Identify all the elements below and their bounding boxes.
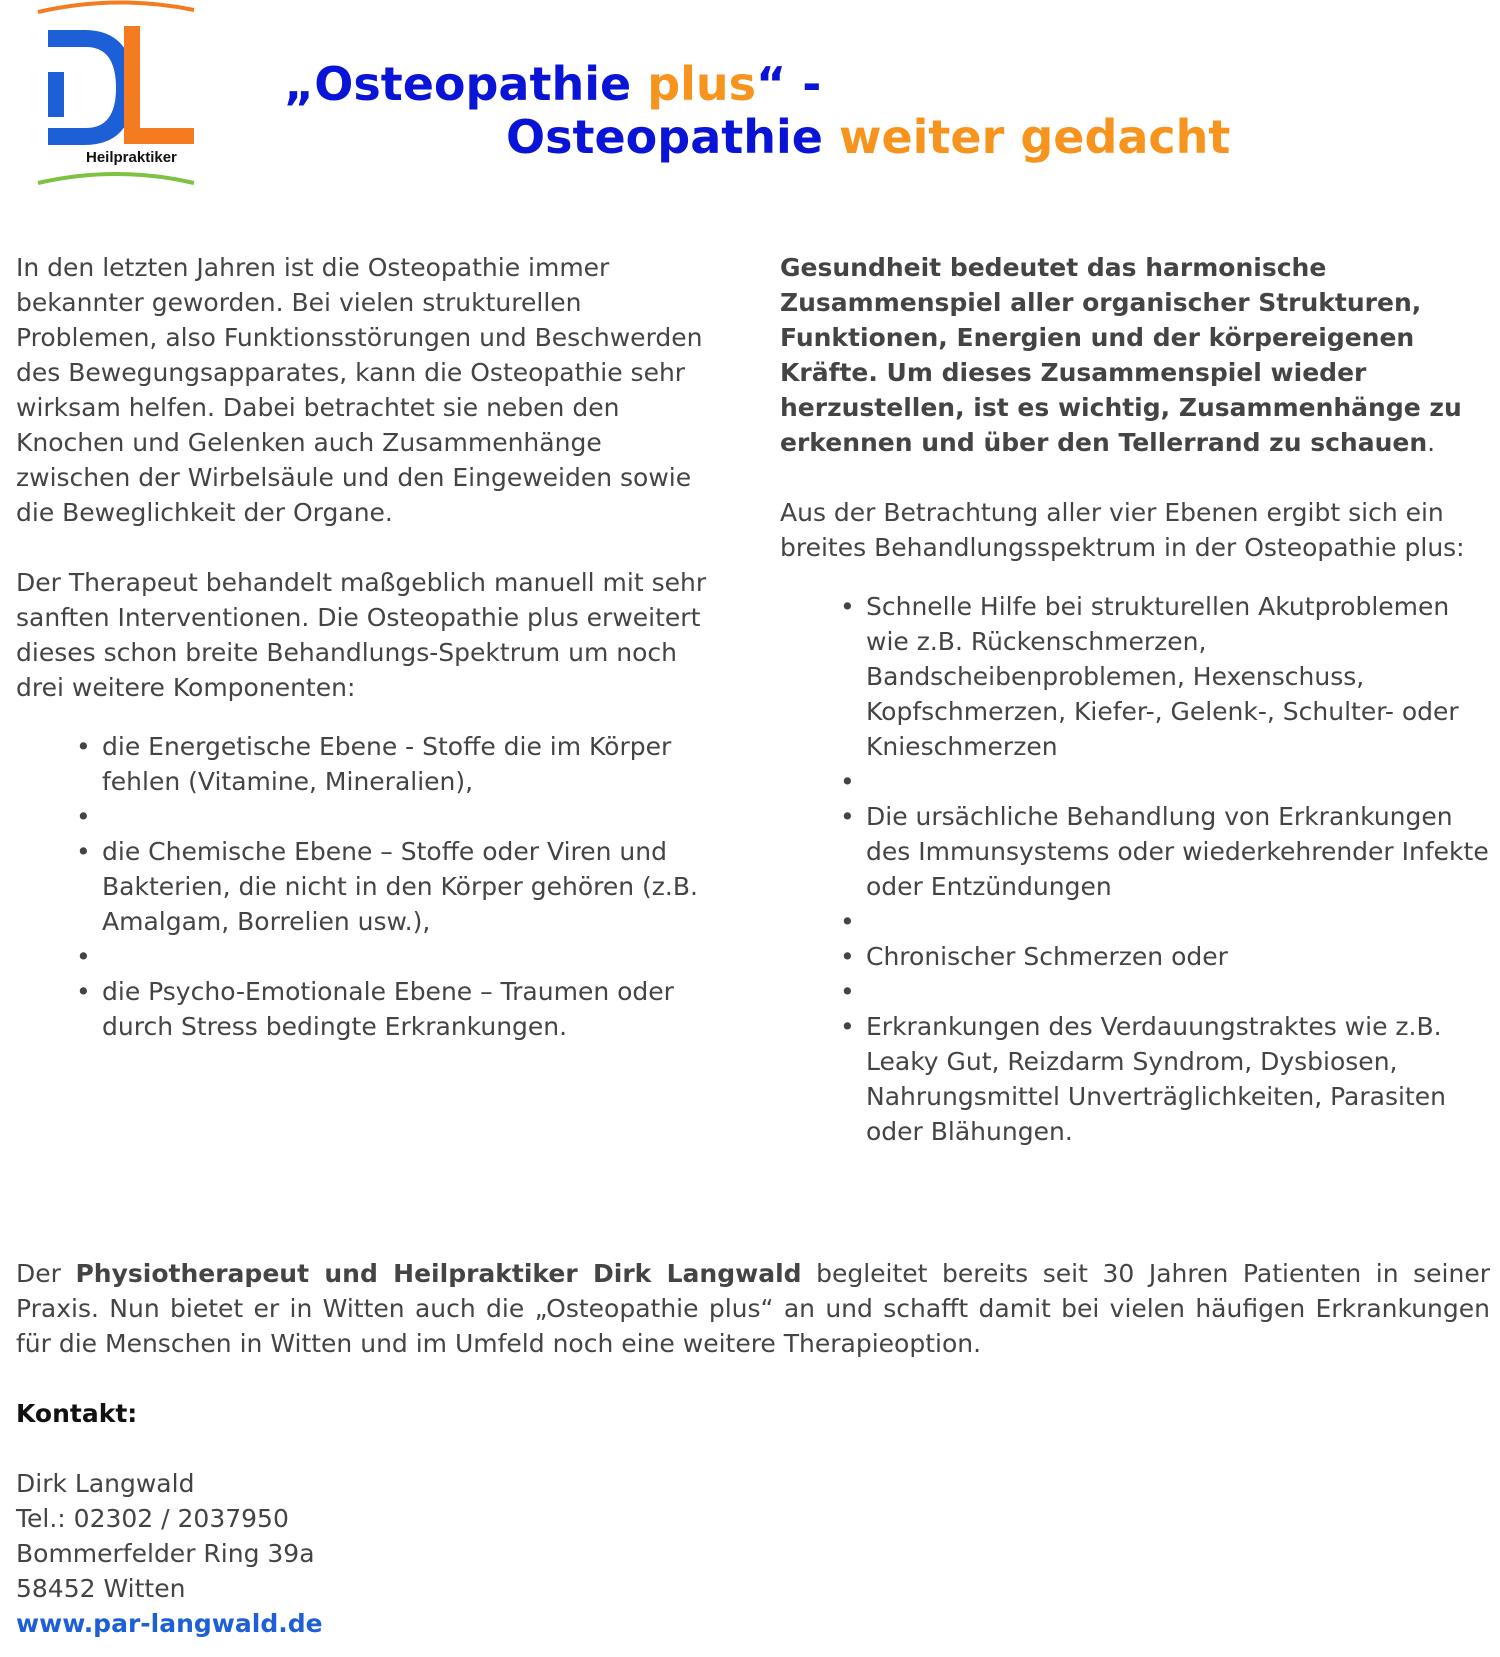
title-line2-orange: weiter gedacht	[838, 110, 1231, 164]
left-bullet-list	[16, 729, 716, 1044]
left-column	[16, 250, 716, 1044]
logo	[36, 0, 206, 195]
list-item: • die Chemische Ebene – Stoffe oder Viren und Bakterien, die nicht in den Körper gehören (z.B. Amalgam, Borrelien usw.),	[16, 834, 716, 939]
logo-graphic	[36, 0, 206, 195]
title-quote-open: „	[284, 57, 315, 111]
bottom-bold: Physiotherapeut und Heilpraktiker Dirk Langwald	[75, 1259, 802, 1288]
list-item: • die Energetische Ebene - Stoffe die im Körper fehlen (Vitamine, Mineralien),	[16, 729, 716, 799]
contact-city: 58452 Witten	[16, 1574, 186, 1603]
left-paragraph-2: Der Therapeut behandelt maßgeblich manuell mit sehr sanften Interventionen. Die Osteopathie plus erweitert dieses schon breite Behandlungs-Spektrum um noch drei weitere Komponenten:	[16, 568, 707, 702]
list-item: • Erkrankungen des Verdauungstraktes wie z.B. Leaky Gut, Reizdarm Syndrom, Dysbiosen, Nahrungsmittel Unverträglichkeiten, Parasiten oder Blähungen.	[780, 1009, 1490, 1149]
contact-name: Dirk Langwald	[16, 1469, 195, 1498]
title-line1-blue: Osteopathie	[314, 57, 632, 111]
website-link[interactable]: www.par-langwald.de	[16, 1609, 323, 1638]
contact-block	[16, 1466, 323, 1641]
bottom-suffix: begleitet bereits seit 30 Jahren Patienten in seiner Praxis. Nun bietet er in Witten auch die „Osteopathie plus“ an und schafft damit bei vielen häufigen Erkrankungen für die Menschen in Witten und im Umfeld noch eine weitere Therapieoption.	[16, 1259, 1490, 1358]
title-line1-rest: “ -	[756, 57, 822, 111]
contact-phone: Tel.: 02302 / 2037950	[16, 1504, 289, 1533]
right-bold-paragraph	[780, 250, 1490, 460]
title-line2-blue: Osteopathie	[506, 110, 823, 164]
right-bold-text: Gesundheit bedeutet das harmonische Zusammenspiel aller organischer Strukturen, Funktionen, Energien und der körpereigenen Kräfte. Um dieses Zusammenspiel wieder herzustellen, ist es wichtig, Zusammenhänge zu erkennen und über den Tellerrand zu schauen	[780, 253, 1462, 457]
contact-street: Bommerfelder Ring 39a	[16, 1539, 315, 1568]
left-paragraph-1: In den letzten Jahren ist die Osteopathie immer bekannter geworden. Bei vielen strukturellen Problemen, also Funktionsstörungen und Beschwerden des Bewegungsapparates, kann die Osteopathie sehr wirksam helfen. Dabei betrachtet sie neben den Knochen und Gelenken auch Zusammenhänge zwischen der Wirbelsäule und den Eingeweiden sowie die Beweglichkeit der Organe.	[16, 253, 703, 527]
title-line1-orange: plus	[647, 57, 757, 111]
right-paragraph-2: Aus der Betrachtung aller vier Ebenen ergibt sich ein breites Behandlungsspektrum in der Osteopathie plus:	[780, 498, 1465, 562]
list-item: • Schnelle Hilfe bei strukturellen Akutproblemen wie z.B. Rückenschmerzen, Bandscheibenproblemen, Hexenschuss, Kopfschmerzen, Kiefer-, Gelenk-, Schulter- oder Knieschmerzen	[780, 589, 1490, 764]
bottom-prefix: Der	[16, 1259, 76, 1288]
list-item: • die Psycho-Emotionale Ebene – Traumen oder durch Stress bedingte Erkrankungen.	[16, 974, 716, 1044]
right-bold-end: .	[1427, 428, 1436, 457]
title-line-2	[506, 110, 1230, 164]
list-item: • Chronischer Schmerzen oder	[780, 939, 1490, 974]
list-item: • Die ursächliche Behandlung von Erkrankungen des Immunsystems oder wiederkehrender Infekte oder Entzündungen	[780, 799, 1490, 904]
bottom-paragraph	[16, 1256, 1490, 1361]
contact-heading: Kontakt:	[16, 1399, 138, 1428]
title-line-1	[284, 57, 821, 111]
right-column	[780, 250, 1490, 1149]
right-bullet-list	[780, 589, 1490, 1149]
logo-caption: Heilpraktiker	[86, 149, 177, 166]
